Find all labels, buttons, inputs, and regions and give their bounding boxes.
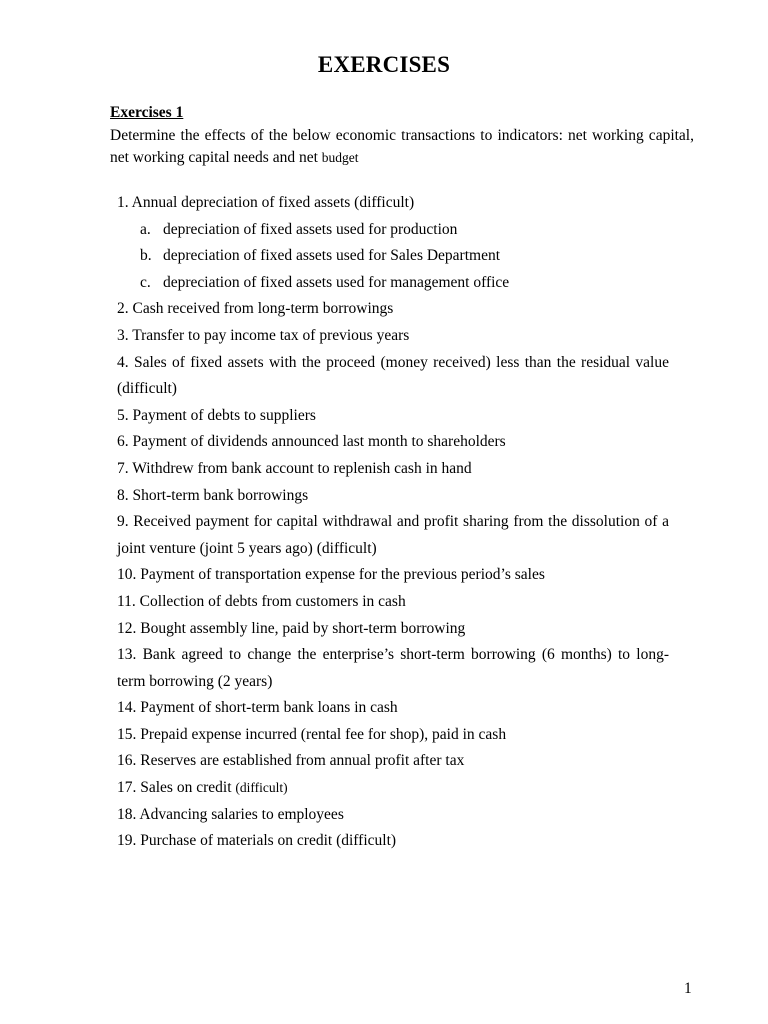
item-text: 4. Sales of fixed assets with the proceed (money received) less than the residual value (difficult): [117, 353, 669, 398]
list-item: [117, 695, 669, 722]
item-text: depreciation of fixed assets used for management office: [163, 273, 510, 291]
item-text: 10. Payment of transportation expense for the previous period’s sales: [117, 566, 545, 584]
item-text: 12. Bought assembly line, paid by short-term borrowing: [117, 619, 466, 637]
section-heading: Exercises 1: [110, 104, 184, 121]
list-item: [117, 722, 669, 749]
list-subitem: [117, 270, 669, 297]
page-title: EXERCISES: [317, 52, 451, 77]
item-text: 5. Payment of debts to suppliers: [117, 406, 316, 424]
item-text-small: (difficult): [235, 780, 288, 796]
list-subitem: [117, 243, 669, 270]
page-number: 1: [684, 980, 692, 997]
subitem-marker: c.: [140, 273, 151, 291]
item-text: 16. Reserves are established from annual profit after tax: [117, 752, 465, 770]
list-item: [117, 562, 669, 589]
list-subitem: [117, 217, 669, 244]
item-text: 8. Short-term bank borrowings: [117, 486, 309, 504]
list-item: [117, 190, 669, 217]
list-item: [117, 509, 669, 562]
list-item: [117, 748, 669, 775]
item-text: 2. Cash received from long-term borrowings: [117, 300, 394, 318]
list-item: [117, 350, 669, 403]
item-text: 19. Purchase of materials on credit (difficult): [117, 832, 397, 850]
list-item: [117, 296, 669, 323]
item-text: depreciation of fixed assets used for Sales Department: [163, 247, 501, 265]
exercise-list: [117, 190, 669, 855]
list-item: [117, 323, 669, 350]
list-item: [117, 802, 669, 829]
item-text: 15. Prepaid expense incurred (rental fee for shop), paid in cash: [117, 725, 507, 743]
item-text: 14. Payment of short-term bank loans in cash: [117, 699, 398, 717]
item-text: 18. Advancing salaries to employees: [117, 805, 344, 823]
intro-paragraph: [110, 125, 694, 169]
intro-text-tail: budget: [321, 150, 359, 165]
list-item: [117, 642, 669, 695]
list-item: [117, 403, 669, 430]
item-text: 9. Received payment for capital withdrawal and profit sharing from the dissolution of a joint venture (joint 5 years ago) (difficult): [117, 513, 669, 557]
intro-text: Determine the effects of the below economic transactions to indicators: net working capital, net working capital needs and net: [110, 127, 694, 166]
list-item: [117, 589, 669, 616]
item-text: 1. Annual depreciation of fixed assets (difficult): [117, 194, 415, 211]
list-item: [117, 456, 669, 483]
list-item: [117, 429, 669, 456]
item-text: 3. Transfer to pay income tax of previous years: [117, 326, 410, 344]
item-text: 13. Bank agreed to change the enterprise’s short-term borrowing (6 months) to long-term borrowing (2 years): [117, 646, 669, 690]
item-text: depreciation of fixed assets used for production: [163, 220, 458, 238]
item-text: 7. Withdrew from bank account to replenish cash in hand: [117, 459, 472, 477]
item-text: 11. Collection of debts from customers in cash: [117, 592, 406, 610]
list-item: [117, 775, 669, 802]
list-item: [117, 828, 669, 855]
item-text: 6. Payment of dividends announced last month to shareholders: [117, 433, 506, 451]
subitem-marker: a.: [140, 220, 151, 238]
list-item: [117, 616, 669, 643]
list-item: [117, 483, 669, 510]
item-text: 17. Sales on credit: [117, 779, 236, 797]
subitem-marker: b.: [140, 247, 152, 265]
